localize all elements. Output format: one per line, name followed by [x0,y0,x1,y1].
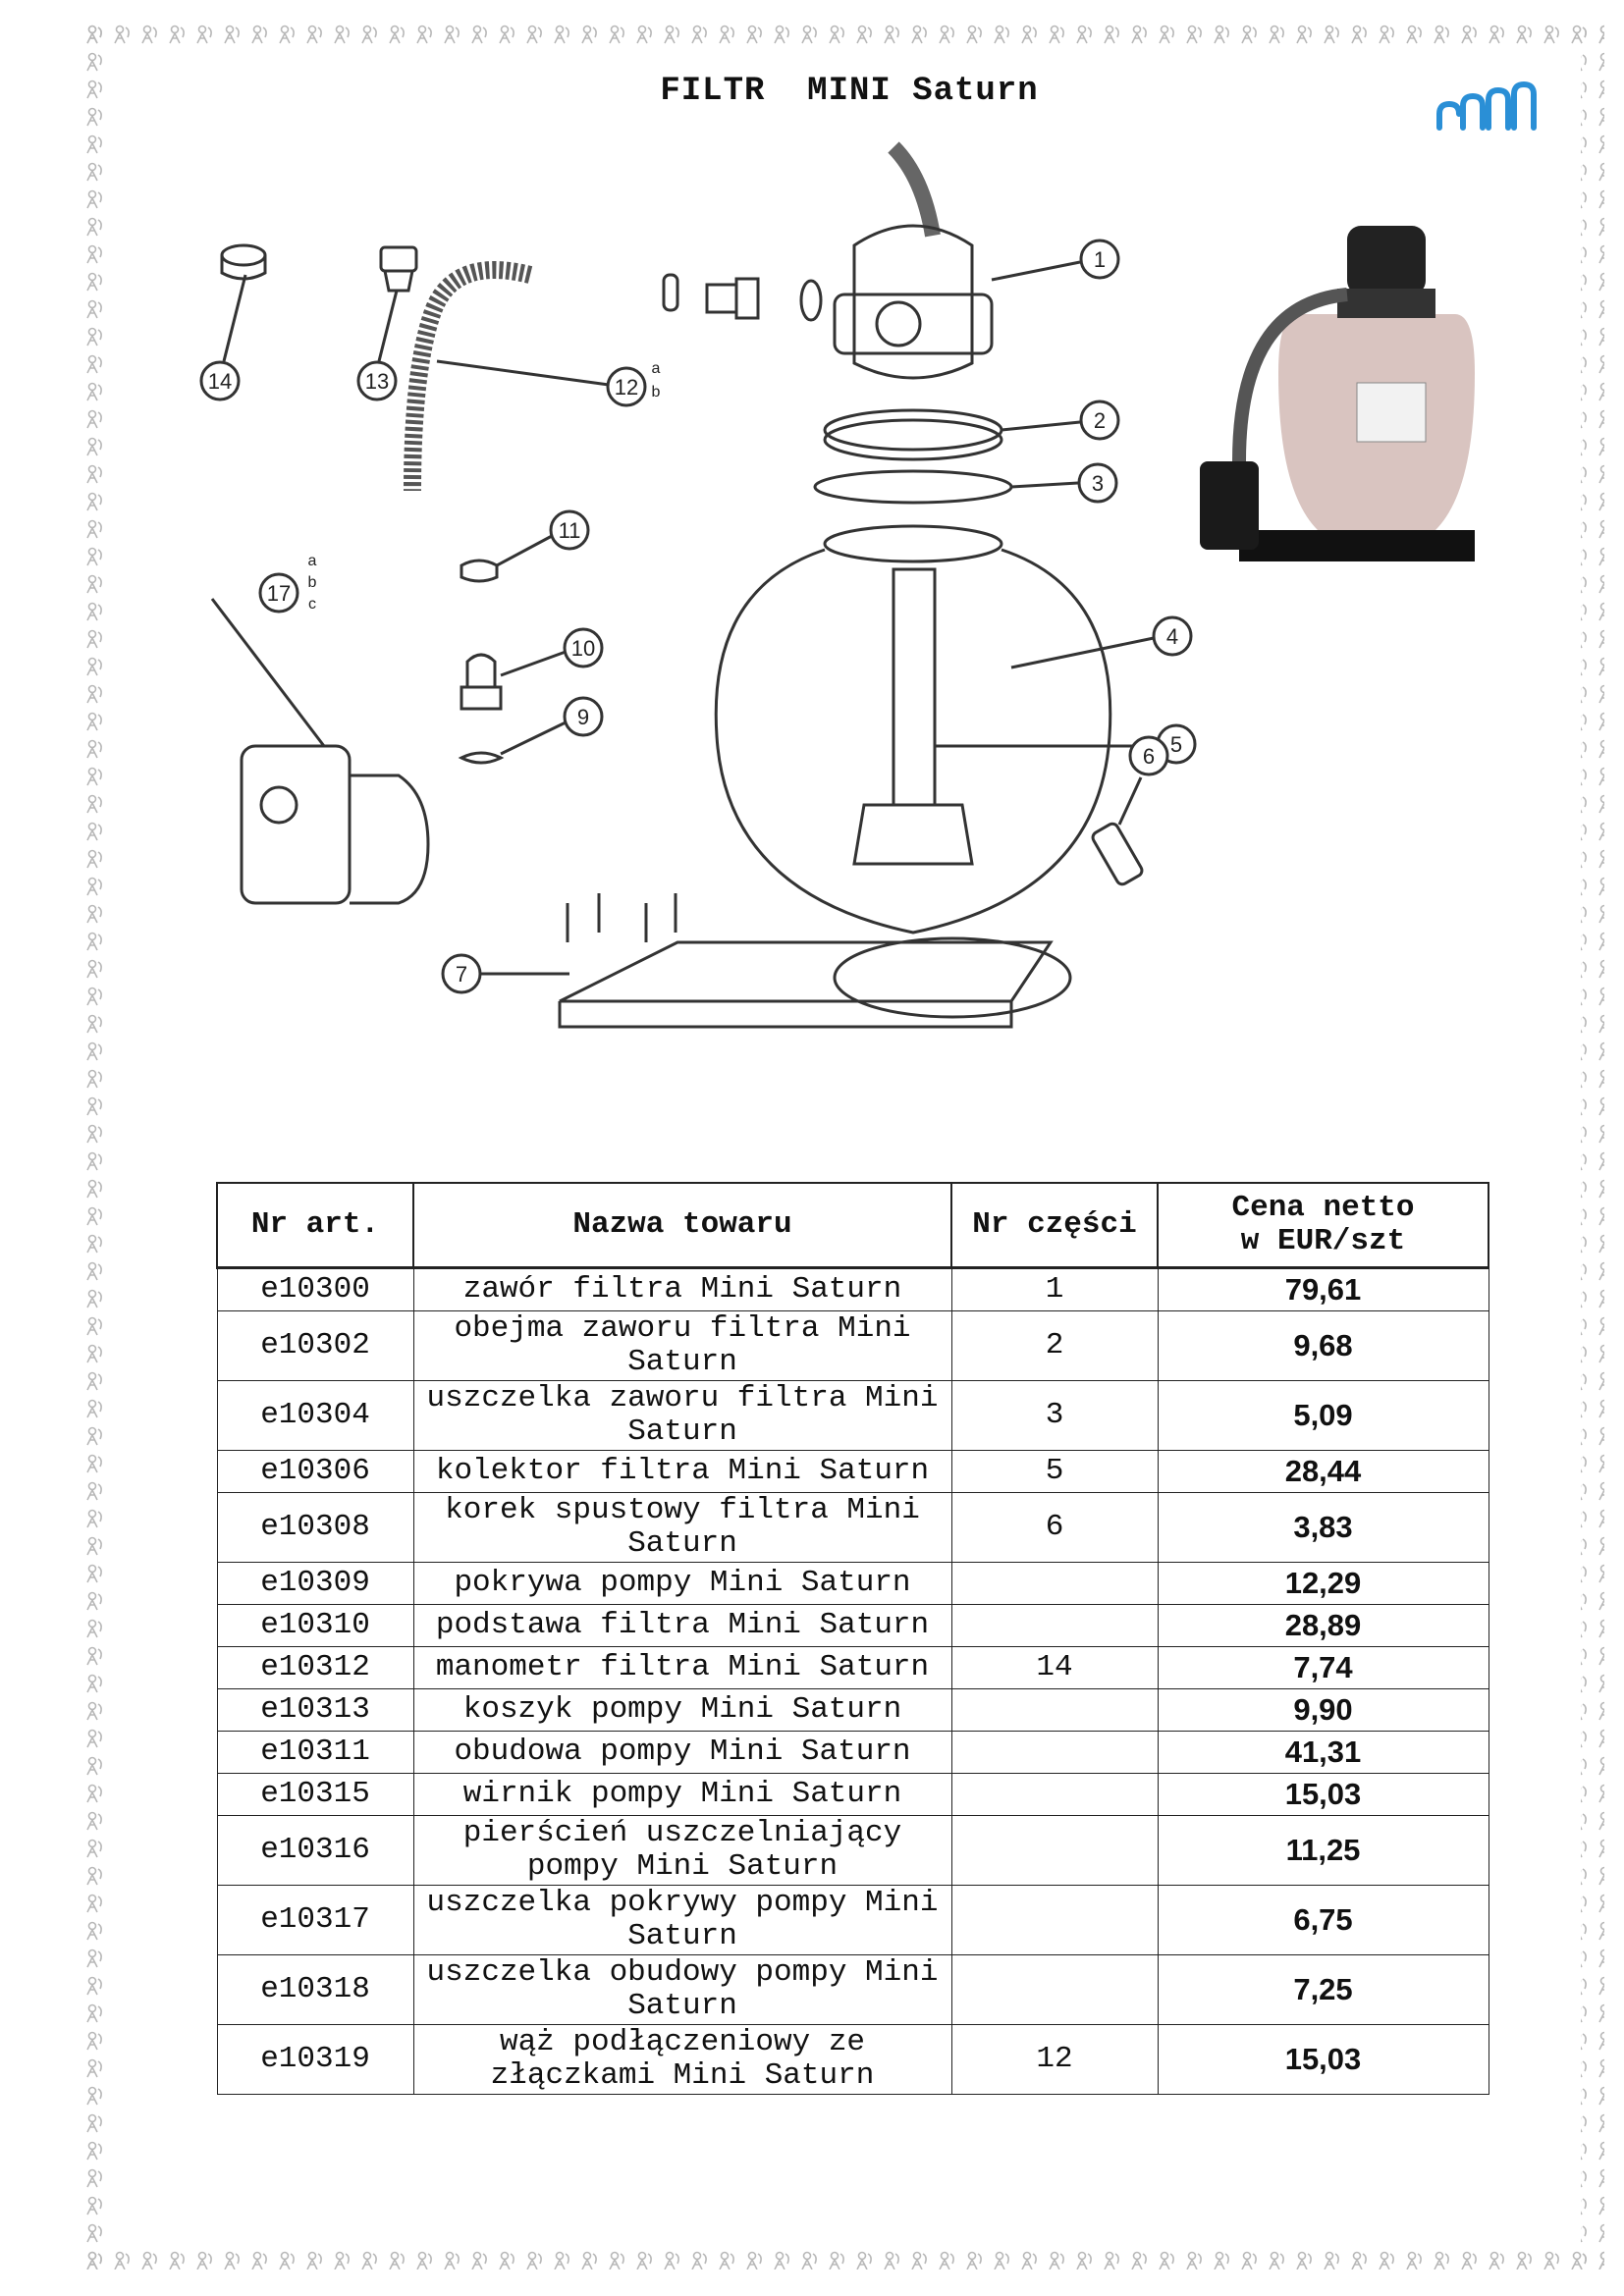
callout-17-sub-c: c [308,596,316,613]
cell-article: e10310 [217,1605,413,1647]
company-logo [1434,77,1542,135]
cell-price: 7,74 [1158,1647,1489,1689]
part-5-collector-drawing [854,569,1159,864]
cell-name: wirnik pompy Mini Saturn [413,1774,951,1816]
cell-article: e10317 [217,1886,413,1955]
cell-name: uszczelka obudowy pompy Mini Saturn [413,1955,951,2025]
table-header-row [217,1183,1489,1268]
cell-part: 6 [951,1493,1158,1563]
cell-article: e10304 [217,1381,413,1451]
header-product-name: Nazwa towaru [413,1183,951,1268]
table-row [217,1647,1489,1689]
callout-9: 9 [576,705,590,729]
cell-price: 5,09 [1158,1381,1489,1451]
callout-6: 6 [1142,744,1156,769]
exploded-parts-diagram [177,137,1218,1109]
cell-price: 28,89 [1158,1605,1489,1647]
cell-article: e10313 [217,1689,413,1732]
cell-part [951,1886,1158,1955]
cell-name: korek spustowy filtra Mini Saturn [413,1493,951,1563]
table-row [217,1563,1489,1605]
table-row [217,1311,1489,1381]
header-article-number: Nr art. [217,1183,413,1268]
header-net-price [1158,1183,1489,1268]
cell-price: 28,44 [1158,1451,1489,1493]
cell-price: 9,68 [1158,1311,1489,1381]
callout-13: 13 [364,369,390,394]
part-13-drawing [379,247,416,361]
cell-article: e10311 [217,1732,413,1774]
callout-10: 10 [570,636,596,661]
cell-article: e10309 [217,1563,413,1605]
cell-name: uszczelka pokrywy pompy Mini Saturn [413,1886,951,1955]
table-row [217,1689,1489,1732]
cell-name: kolektor filtra Mini Saturn [413,1451,951,1493]
cell-part: 3 [951,1381,1158,1451]
cell-article: e10300 [217,1268,413,1311]
callout-7: 7 [455,962,468,987]
cell-price: 15,03 [1158,2025,1489,2095]
callout-11: 11 [558,518,581,543]
table-row [217,1451,1489,1493]
cell-name: podstawa filtra Mini Saturn [413,1605,951,1647]
cell-article: e10308 [217,1493,413,1563]
cell-article: e10306 [217,1451,413,1493]
cell-price: 15,03 [1158,1774,1489,1816]
cell-part: 14 [951,1647,1158,1689]
table-row [217,1774,1489,1816]
table-row [217,1816,1489,1886]
cell-part [951,1689,1158,1732]
cell-part [951,1816,1158,1886]
callout-17-sub-b: b [307,574,317,591]
callout-17: 17 [266,581,292,606]
callout-14: 14 [207,369,233,394]
cell-article: e10302 [217,1311,413,1381]
table-row [217,1381,1489,1451]
part-12-hose-drawing [412,270,609,491]
callout-1: 1 [1093,247,1107,272]
cell-name: obejma zaworu filtra Mini Saturn [413,1311,951,1381]
callout-5: 5 [1169,732,1183,757]
header-price-line2: w EUR/szt [1240,1224,1406,1258]
callout-3: 3 [1091,471,1105,496]
cell-price: 41,31 [1158,1732,1489,1774]
cell-price: 6,75 [1158,1886,1489,1955]
cell-part [951,1605,1158,1647]
cell-part: 1 [951,1268,1158,1311]
callout-2: 2 [1093,408,1107,433]
cell-article: e10315 [217,1774,413,1816]
cell-part: 2 [951,1311,1158,1381]
callout-12-sub-b: b [651,384,661,400]
cell-article: e10312 [217,1647,413,1689]
table-row [217,1955,1489,2025]
cell-part [951,1563,1158,1605]
cell-name: pokrywa pompy Mini Saturn [413,1563,951,1605]
cell-name: zawór filtra Mini Saturn [413,1268,951,1311]
table-row [217,1605,1489,1647]
callout-12: 12 [614,375,639,400]
part-7-base-drawing [481,893,1070,1027]
parts-price-table [216,1182,1489,2095]
cell-name: obudowa pompy Mini Saturn [413,1732,951,1774]
table-row [217,1886,1489,1955]
callout-4: 4 [1165,624,1179,649]
cell-part [951,1732,1158,1774]
cell-article: e10318 [217,1955,413,2025]
part-1-valve-drawing [835,147,1080,378]
table-row [217,1493,1489,1563]
cell-part [951,1955,1158,2025]
cell-part: 12 [951,2025,1158,2095]
cell-price: 79,61 [1158,1268,1489,1311]
header-part-number: Nr części [951,1183,1158,1268]
cell-part [951,1774,1158,1816]
cell-article: e10316 [217,1816,413,1886]
document-title: FILTR MINI Saturn [660,73,1039,110]
cell-name: manometr filtra Mini Saturn [413,1647,951,1689]
header-price-line1: Cena netto [1231,1191,1415,1225]
cell-price: 7,25 [1158,1955,1489,2025]
part-17-pump-drawing [212,599,428,903]
table-row [217,2025,1489,2095]
cell-article: e10319 [217,2025,413,2095]
part-14-drawing [222,245,265,361]
table-row [217,1732,1489,1774]
cell-name: pierścień uszczelniający pompy Mini Saturn [413,1816,951,1886]
product-photo-filter [1200,196,1494,561]
cell-price: 9,90 [1158,1689,1489,1732]
table-row [217,1268,1489,1311]
cell-part: 5 [951,1451,1158,1493]
cell-name: wąż podłączeniowy ze złączkami Mini Saturn [413,2025,951,2095]
cell-price: 3,83 [1158,1493,1489,1563]
cell-name: uszczelka zaworu filtra Mini Saturn [413,1381,951,1451]
callout-17-sub-a: a [307,553,317,569]
cell-price: 11,25 [1158,1816,1489,1886]
callout-12-sub-a: a [651,360,661,377]
cell-name: koszyk pompy Mini Saturn [413,1689,951,1732]
cell-price: 12,29 [1158,1563,1489,1605]
